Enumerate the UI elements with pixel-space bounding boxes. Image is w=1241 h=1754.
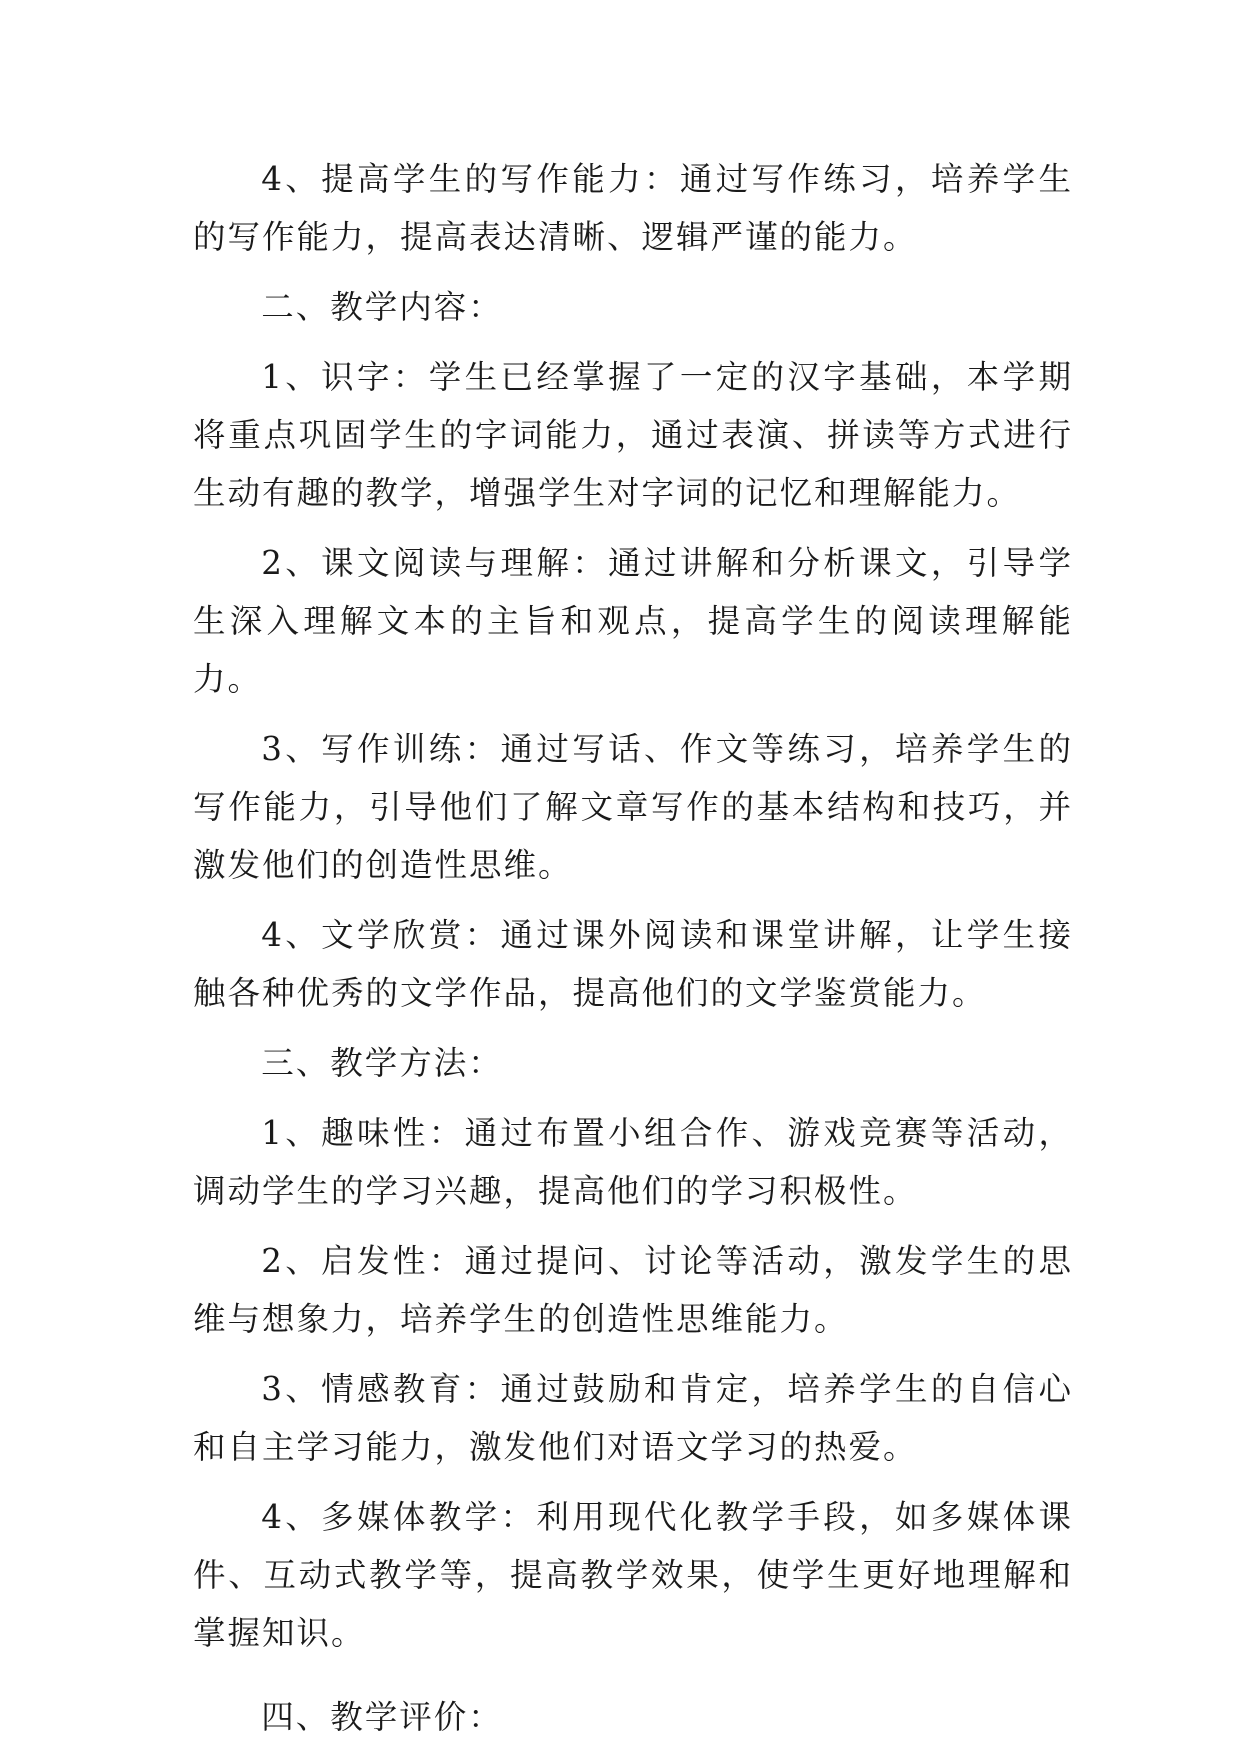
heading-teaching-methods: 三、教学方法：: [261, 1044, 503, 1082]
paragraph-writing-training: 3、写作训练：通过写话、作文等练习，培养学生的写作能力，引导他们了解文章写作的基本结构和技巧，并激发他们的创造性思维。: [193, 730, 1073, 884]
document-body: [193, 150, 1073, 1746]
heading-teaching-content: 二、教学内容：: [261, 288, 503, 326]
paragraph-text-reading: 2、课文阅读与理解：通过讲解和分析课文，引导学生深入理解文本的主旨和观点，提高学生的阅读理解能力。: [193, 544, 1073, 698]
paragraph-interest: 1、趣味性：通过布置小组合作、游戏竞赛等活动，调动学生的学习兴趣，提高他们的学习积极性。: [193, 1114, 1073, 1210]
paragraph-writing-ability: 4、提高学生的写作能力：通过写作练习，培养学生的写作能力，提高表达清晰、逻辑严谨的能力。: [193, 160, 1073, 256]
heading-teaching-evaluation: 四、教学评价：: [261, 1698, 503, 1736]
paragraph-literacy: 1、识字：学生已经掌握了一定的汉字基础，本学期将重点巩固学生的字词能力，通过表演、拼读等方式进行生动有趣的教学，增强学生对字词的记忆和理解能力。: [193, 358, 1073, 512]
paragraph-multimedia-teaching: 4、多媒体教学：利用现代化教学手段，如多媒体课件、互动式教学等，提高教学效果，使学生更好地理解和掌握知识。: [193, 1498, 1073, 1652]
paragraph-inspiration: 2、启发性：通过提问、讨论等活动，激发学生的思维与想象力，培养学生的创造性思维能力。: [193, 1242, 1073, 1338]
paragraph-literature-appreciation: 4、文学欣赏：通过课外阅读和课堂讲解，让学生接触各种优秀的文学作品，提高他们的文学鉴赏能力。: [193, 916, 1073, 1012]
paragraph-emotional-education: 3、情感教育：通过鼓励和肯定，培养学生的自信心和自主学习能力，激发他们对语文学习的热爱。: [193, 1370, 1073, 1466]
